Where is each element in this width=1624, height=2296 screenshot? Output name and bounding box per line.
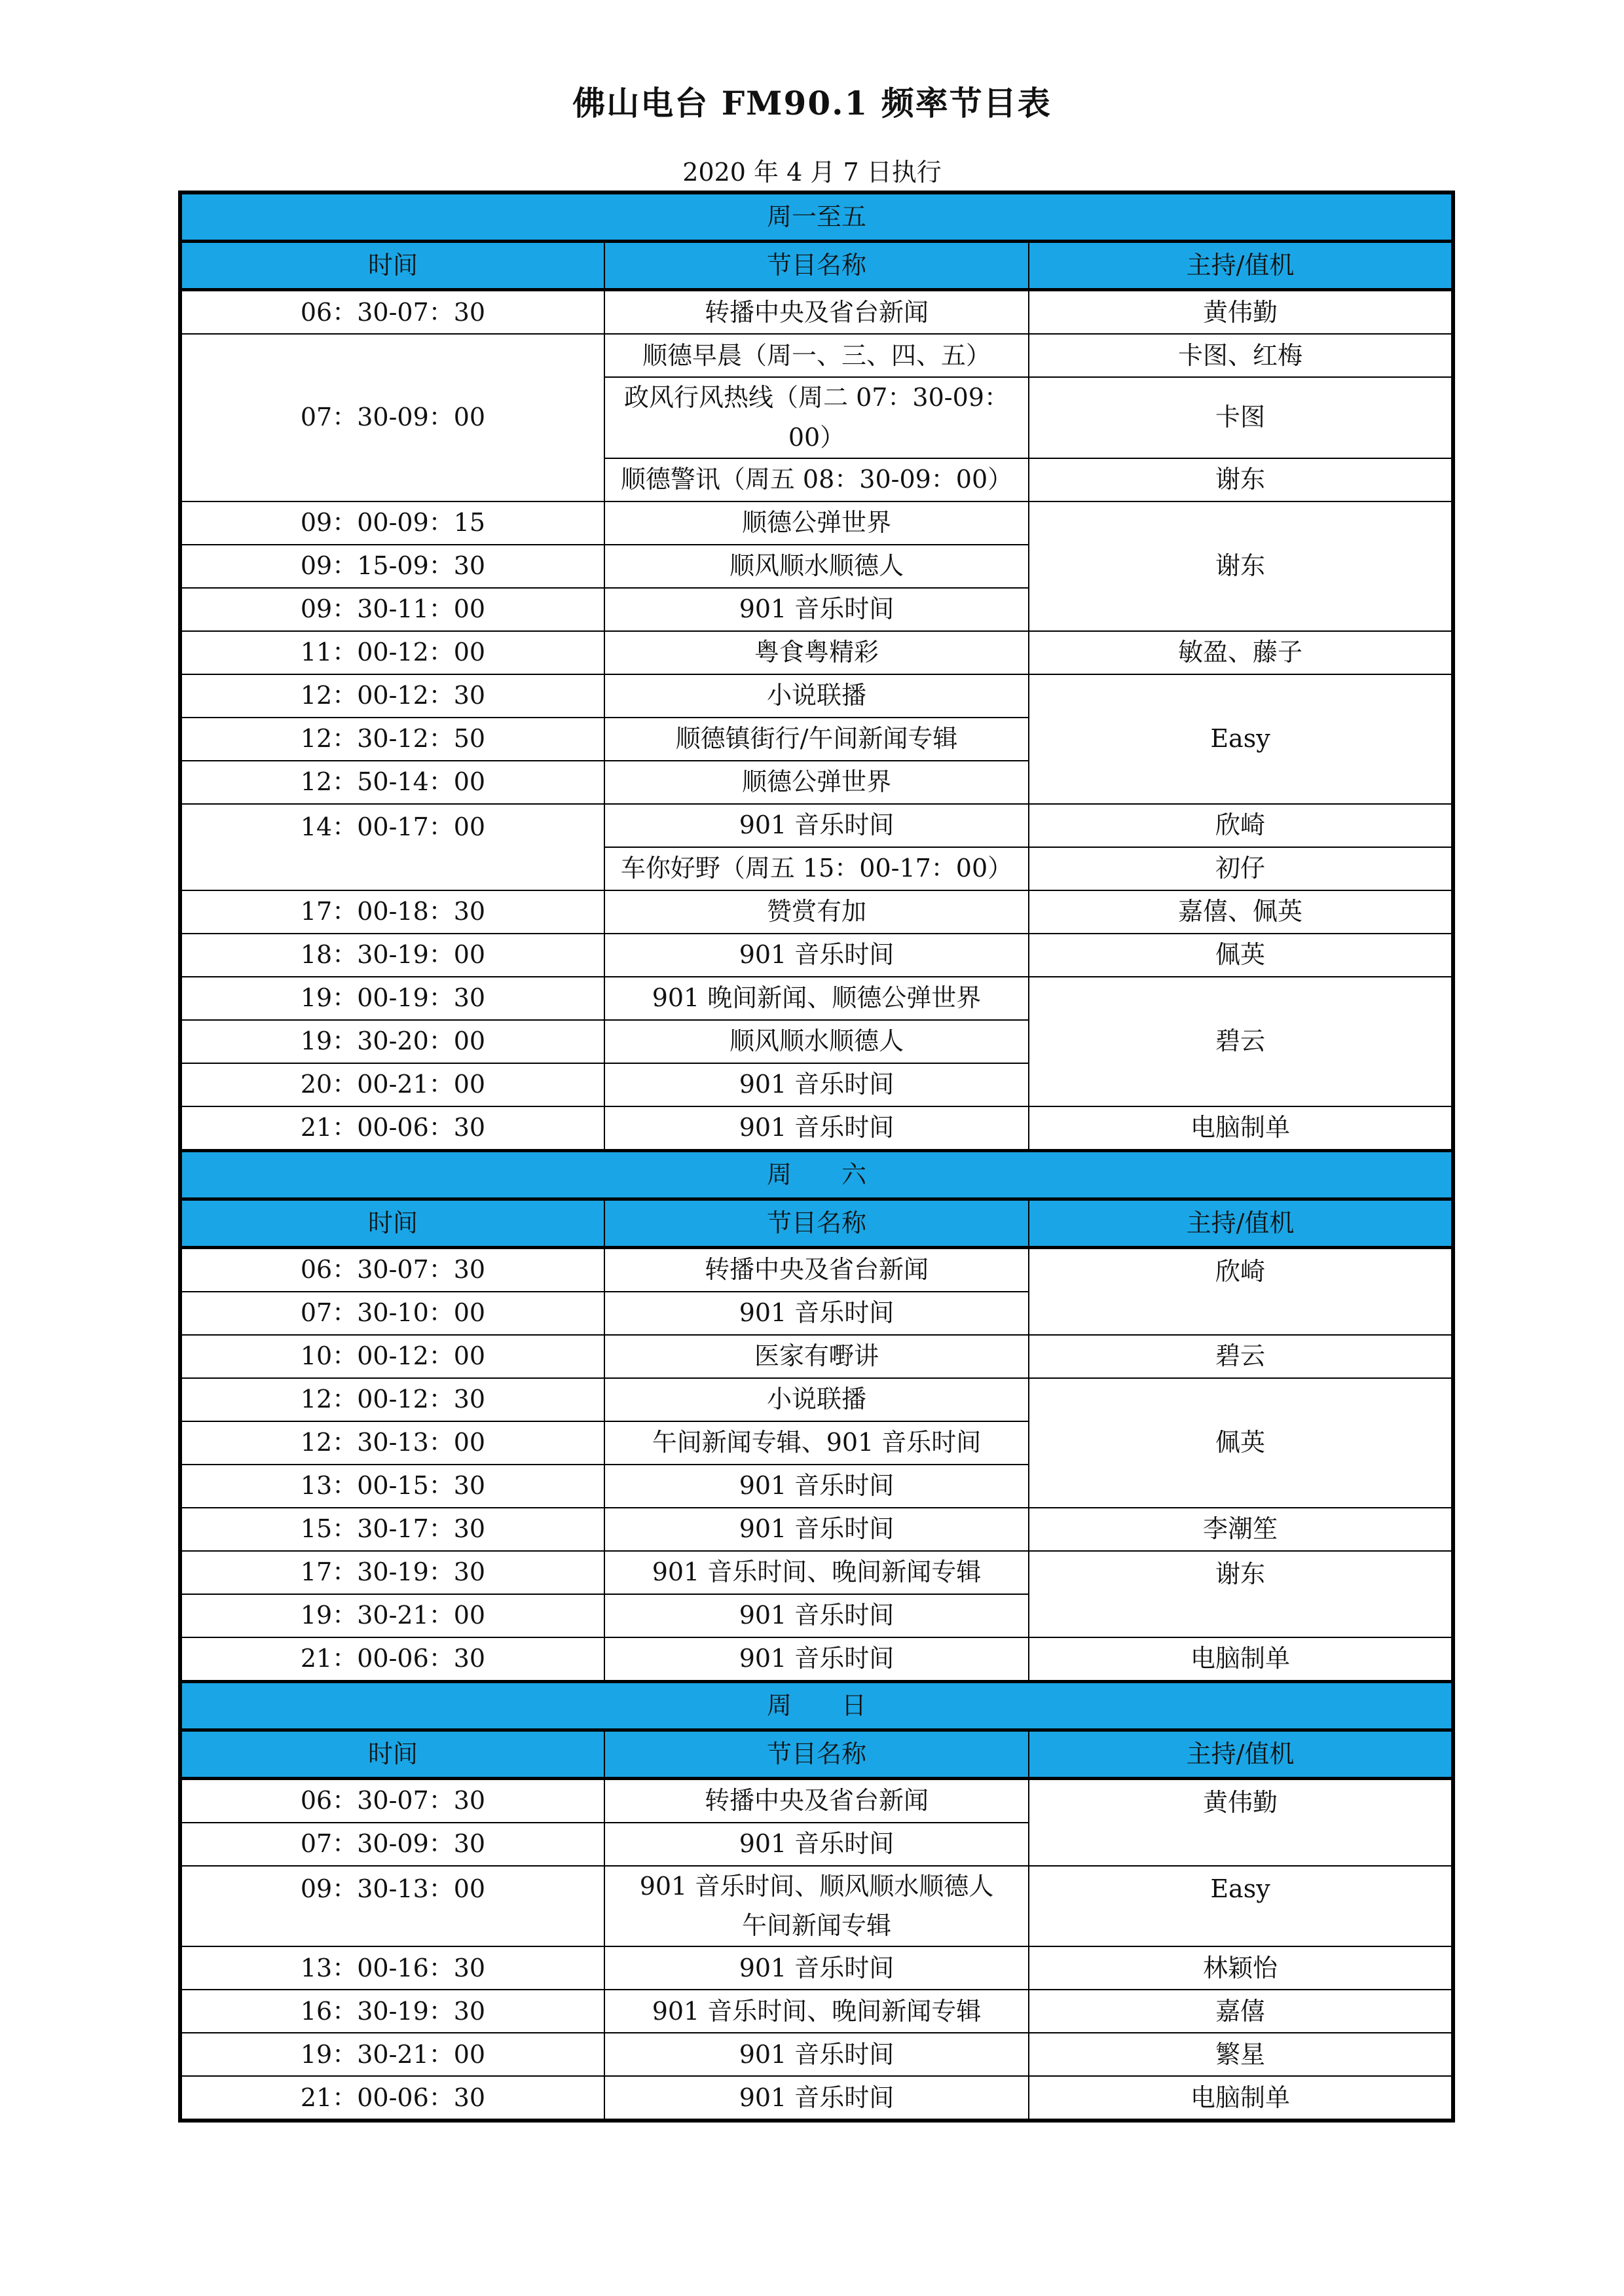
time-cell: 09：15-09：30 xyxy=(180,545,604,588)
table-row xyxy=(180,1778,1453,1823)
table-row xyxy=(180,1106,1453,1151)
time-cell: 13：00-15：30 xyxy=(180,1465,604,1508)
column-header-program: 节目名称 xyxy=(604,242,1029,290)
column-header-host: 主持/值机 xyxy=(1029,1199,1453,1247)
program-cell: 901 音乐时间 xyxy=(604,1063,1029,1106)
table-row xyxy=(180,977,1453,1020)
column-header-time: 时间 xyxy=(180,1730,604,1778)
program-cell: 小说联播 xyxy=(604,674,1029,718)
host-cell: 卡图 xyxy=(1029,377,1453,458)
program-cell: 901 音乐时间 xyxy=(604,804,1029,847)
time-cell: 21：00-06：30 xyxy=(180,1106,604,1151)
time-cell: 07：30-09：30 xyxy=(180,1823,604,1866)
program-cell: 901 音乐时间 xyxy=(604,1823,1029,1866)
time-cell: 06：30-07：30 xyxy=(180,1247,604,1292)
table-row xyxy=(180,1551,1453,1594)
time-cell: 20：00-21：00 xyxy=(180,1063,604,1106)
table-row xyxy=(180,1990,1453,2033)
host-cell: 李潮笙 xyxy=(1029,1508,1453,1551)
table-row xyxy=(180,631,1453,674)
host-cell: 电脑制单 xyxy=(1029,1637,1453,1682)
time-cell: 11：00-12：00 xyxy=(180,631,604,674)
table-row xyxy=(180,334,1453,377)
program-cell: 901 音乐时间 xyxy=(604,1508,1029,1551)
section-header-saturday xyxy=(180,1150,1453,1199)
column-header-host: 主持/值机 xyxy=(1029,242,1453,290)
section-label: 周 六 xyxy=(180,1150,1453,1199)
time-cell: 21：00-06：30 xyxy=(180,1637,604,1682)
time-cell: 09：30-11：00 xyxy=(180,588,604,631)
table-row xyxy=(180,1946,1453,1990)
column-header-time: 时间 xyxy=(180,242,604,290)
program-cell: 赞赏有加 xyxy=(604,890,1029,934)
time-cell: 06：30-07：30 xyxy=(180,290,604,335)
host-cell: 欣崎 xyxy=(1029,1247,1453,1335)
program-cell: 901 音乐时间 xyxy=(604,2076,1029,2121)
program-cell: 粤食粤精彩 xyxy=(604,631,1029,674)
column-header-row xyxy=(180,1199,1453,1247)
program-cell: 顺风顺水顺德人 xyxy=(604,1020,1029,1063)
time-cell: 06：30-07：30 xyxy=(180,1778,604,1823)
time-cell: 16：30-19：30 xyxy=(180,1990,604,2033)
effective-date: 2020 年 4 月 7 日执行 xyxy=(682,158,942,187)
host-cell: 电脑制单 xyxy=(1029,1106,1453,1151)
time-cell: 18：30-19：00 xyxy=(180,934,604,977)
column-header-program: 节目名称 xyxy=(604,1730,1029,1778)
program-cell: 901 音乐时间 xyxy=(604,1594,1029,1637)
time-cell: 13：00-16：30 xyxy=(180,1946,604,1990)
time-cell: 12：00-12：30 xyxy=(180,1378,604,1421)
program-cell: 小说联播 xyxy=(604,1378,1029,1421)
program-cell: 转播中央及省台新闻 xyxy=(604,290,1029,335)
time-cell: 17：30-19：30 xyxy=(180,1551,604,1594)
program-cell: 901 音乐时间、晚间新闻专辑 xyxy=(604,1551,1029,1594)
host-cell: 敏盈、藤子 xyxy=(1029,631,1453,674)
section-label: 周一至五 xyxy=(180,192,1453,242)
table-row xyxy=(180,290,1453,335)
table-row xyxy=(180,1378,1453,1421)
host-cell: Easy xyxy=(1029,1866,1453,1947)
host-cell: 卡图、红梅 xyxy=(1029,334,1453,377)
host-cell: 欣崎 xyxy=(1029,804,1453,847)
program-cell: 901 音乐时间 xyxy=(604,588,1029,631)
time-cell: 12：30-13：00 xyxy=(180,1421,604,1465)
host-cell: 谢东 xyxy=(1029,501,1453,631)
program-cell: 顺德警讯（周五 08：30-09：00） xyxy=(604,458,1029,501)
host-cell: Easy xyxy=(1029,674,1453,804)
time-cell: 07：30-10：00 xyxy=(180,1292,604,1335)
program-cell: 车你好野（周五 15：00-17：00） xyxy=(604,847,1029,890)
table-row xyxy=(180,674,1453,718)
host-cell: 佩英 xyxy=(1029,934,1453,977)
time-cell: 19：30-20：00 xyxy=(180,1020,604,1063)
table-row xyxy=(180,804,1453,847)
section-header-weekday xyxy=(180,192,1453,242)
program-cell: 顺德镇街行/午间新闻专辑 xyxy=(604,718,1029,761)
program-cell: 901 音乐时间 xyxy=(604,1292,1029,1335)
program-cell: 政风行风热线（周二 07：30-09：00） xyxy=(604,377,1029,458)
host-cell: 黄伟勤 xyxy=(1029,290,1453,335)
host-cell: 黄伟勤 xyxy=(1029,1778,1453,1866)
column-header-host: 主持/值机 xyxy=(1029,1730,1453,1778)
host-cell: 林颖怡 xyxy=(1029,1946,1453,1990)
time-cell: 12：30-12：50 xyxy=(180,718,604,761)
time-cell: 21：00-06：30 xyxy=(180,2076,604,2121)
time-cell: 19：30-21：00 xyxy=(180,1594,604,1637)
program-cell: 901 音乐时间 xyxy=(604,1106,1029,1151)
schedule-table xyxy=(178,191,1455,2123)
time-cell: 12：50-14：00 xyxy=(180,761,604,804)
table-row xyxy=(180,2033,1453,2076)
time-cell: 19：00-19：30 xyxy=(180,977,604,1020)
table-row xyxy=(180,1866,1453,1947)
host-cell: 谢东 xyxy=(1029,458,1453,501)
program-line: 午间新闻专辑 xyxy=(741,1911,891,1941)
program-cell: 901 音乐时间 xyxy=(604,1946,1029,1990)
table-row xyxy=(180,501,1453,545)
table-row xyxy=(180,1335,1453,1378)
program-cell: 901 晚间新闻、顺德公弹世界 xyxy=(604,977,1029,1020)
program-cell: 顺德公弹世界 xyxy=(604,501,1029,545)
table-row xyxy=(180,2076,1453,2121)
host-cell: 繁星 xyxy=(1029,2033,1453,2076)
time-cell: 14：00-17：00 xyxy=(180,804,604,890)
time-cell: 12：00-12：30 xyxy=(180,674,604,718)
section-label: 周 日 xyxy=(180,1681,1453,1730)
time-cell: 19：30-21：00 xyxy=(180,2033,604,2076)
time-cell: 10：00-12：00 xyxy=(180,1335,604,1378)
program-cell xyxy=(604,1866,1029,1947)
program-cell: 901 音乐时间 xyxy=(604,2033,1029,2076)
program-cell: 转播中央及省台新闻 xyxy=(604,1778,1029,1823)
column-header-program: 节目名称 xyxy=(604,1199,1029,1247)
column-header-row xyxy=(180,242,1453,290)
program-cell: 顺德早晨（周一、三、四、五） xyxy=(604,334,1029,377)
table-row xyxy=(180,1247,1453,1292)
host-cell: 佩英 xyxy=(1029,1378,1453,1508)
program-cell: 顺风顺水顺德人 xyxy=(604,545,1029,588)
table-row xyxy=(180,934,1453,977)
time-cell: 09：00-09：15 xyxy=(180,501,604,545)
program-cell: 午间新闻专辑、901 音乐时间 xyxy=(604,1421,1029,1465)
section-header-sunday xyxy=(180,1681,1453,1730)
program-cell: 901 音乐时间 xyxy=(604,1465,1029,1508)
page-title: 佛山电台 FM90.1 频率节目表 xyxy=(572,84,1052,122)
host-cell: 初仔 xyxy=(1029,847,1453,890)
host-cell: 电脑制单 xyxy=(1029,2076,1453,2121)
host-cell: 碧云 xyxy=(1029,1335,1453,1378)
column-header-time: 时间 xyxy=(180,1199,604,1247)
program-line: 901 音乐时间、顺风顺水顺德人 xyxy=(639,1871,994,1901)
program-cell: 901 音乐时间、晚间新闻专辑 xyxy=(604,1990,1029,2033)
table-row xyxy=(180,1637,1453,1682)
host-cell: 嘉僖、佩英 xyxy=(1029,890,1453,934)
table-row xyxy=(180,1508,1453,1551)
time-cell: 09：30-13：00 xyxy=(180,1866,604,1947)
program-cell: 901 音乐时间 xyxy=(604,934,1029,977)
program-cell: 901 音乐时间 xyxy=(604,1637,1029,1682)
time-cell: 07：30-09：00 xyxy=(180,334,604,501)
column-header-row xyxy=(180,1730,1453,1778)
table-row xyxy=(180,890,1453,934)
host-cell: 碧云 xyxy=(1029,977,1453,1106)
host-cell: 谢东 xyxy=(1029,1551,1453,1637)
time-cell: 15：30-17：30 xyxy=(180,1508,604,1551)
program-cell: 顺德公弹世界 xyxy=(604,761,1029,804)
time-cell: 17：00-18：30 xyxy=(180,890,604,934)
host-cell: 嘉僖 xyxy=(1029,1990,1453,2033)
program-cell: 医家有嘢讲 xyxy=(604,1335,1029,1378)
program-cell: 转播中央及省台新闻 xyxy=(604,1247,1029,1292)
